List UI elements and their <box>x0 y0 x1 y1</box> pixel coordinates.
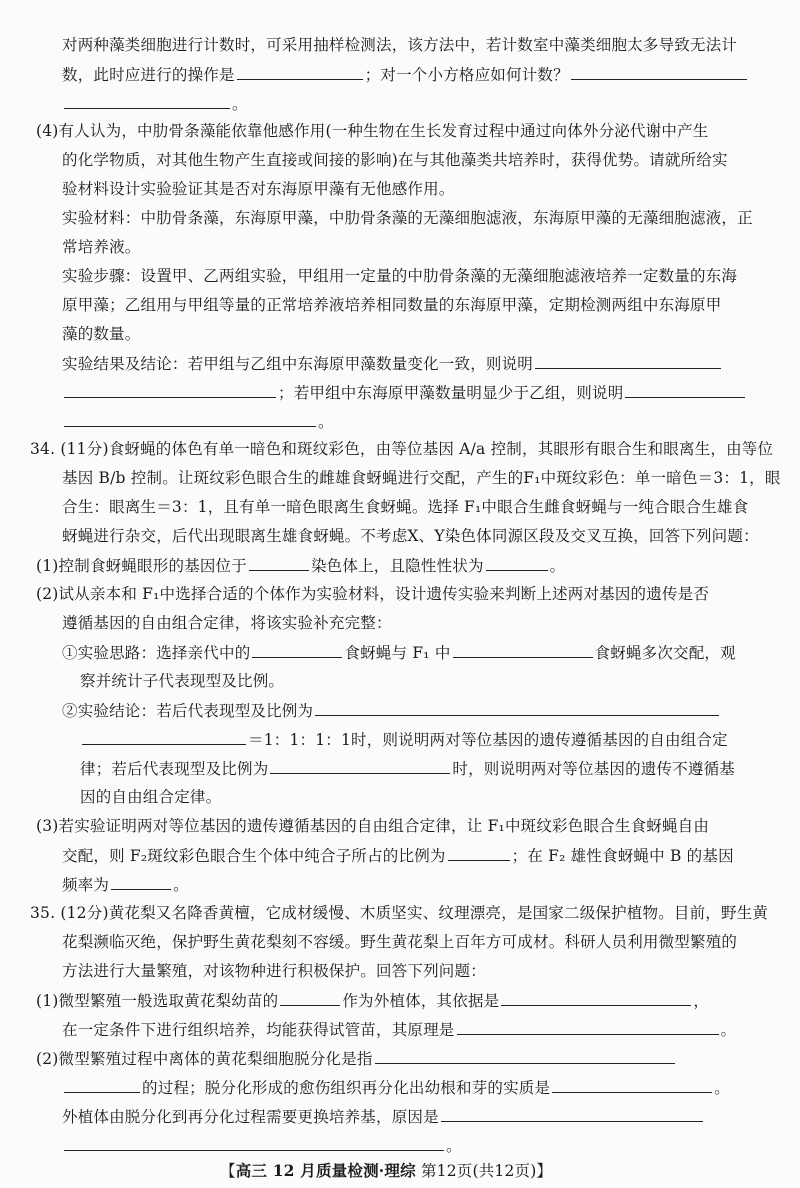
text-line: 遵循基因的自由组合定律，将该实验补充完整： <box>62 614 392 632</box>
answer-blank[interactable] <box>375 1047 675 1064</box>
text-line: 察并统计子代表现型及比例。 <box>80 672 285 690</box>
question-4: (4)有人认为，中肋骨条藻能依靠他感作用(一种生物在生长发育过程中通过向体外分泌代谢中产生 <box>36 122 709 140</box>
answer-blank[interactable] <box>457 1018 719 1035</box>
text-line: 实验材料：中肋骨条藻，东海原甲藻，中肋骨条藻的无藻细胞滤液，东海原甲藻的无藻细胞滤液，正 <box>62 209 753 227</box>
text-line: ②实验结论：若后代表现型及比例为 <box>62 699 721 722</box>
text-line: 。 <box>62 1134 462 1157</box>
answer-blank[interactable] <box>571 63 747 80</box>
answer-blank[interactable] <box>501 989 691 1006</box>
text-line: ①实验思路：选择亲代中的 食蚜蝇与 F₁ 中 食蚜蝇多次交配，观 <box>62 641 736 664</box>
answer-blank[interactable] <box>64 410 316 427</box>
text-line: 律；若后代表现型及比例为 时，则说明两对等位基因的遗传不遵循基 <box>80 757 735 780</box>
answer-blank[interactable] <box>237 63 363 80</box>
text-line: (2)试从亲本和 F₁中选择合适的个体作为实验材料，设计遗传实验来判断上述两对基因的遗传是否 <box>36 585 710 603</box>
answer-blank[interactable] <box>64 381 276 398</box>
text-line: 实验结果及结论：若甲组与乙组中东海原甲藻数量变化一致，则说明 <box>62 352 723 375</box>
text-line: 藻的数量。 <box>62 325 141 343</box>
text-line: 常培养液。 <box>62 238 141 256</box>
text-line: 方法进行大量繁殖，对该物种进行积极保护。回答下列问题： <box>62 962 486 980</box>
text-line: 频率为 。 <box>62 873 189 896</box>
answer-blank[interactable] <box>280 989 340 1006</box>
answer-blank[interactable] <box>64 1134 444 1151</box>
text-line: 基因 B/b 控制。让斑纹彩色眼合生的雌雄食蚜蝇进行交配，产生的F₁中斑纹彩色：单一暗色＝3：1，眼 <box>62 469 781 487</box>
text-line: 的过程；脱分化形成的愈伤组织再分化出幼根和芽的实质是 。 <box>62 1076 730 1099</box>
text-line: 外植体由脱分化到再分化过程需要更换培养基，原因是 <box>62 1105 705 1128</box>
text-line: 原甲藻；乙组用与甲组等量的正常培养液培养相同数量的东海原甲藻，定期检测两组中东海原甲 <box>62 296 722 314</box>
text-line: 在一定条件下进行组织培养，均能获得试管苗，其原理是 。 <box>62 1018 736 1041</box>
text-line: 交配，则 F₂斑纹彩色眼合生个体中纯合子所占的比例为 ；在 F₂ 雄性食蚜蝇中 B 的基因 <box>62 844 734 867</box>
text-line: (3)若实验证明两对等位基因的遗传遵循基因的自由组合定律，让 F₁中斑纹彩色眼合生食蚜蝇自由 <box>36 817 710 835</box>
text-line: 合生：眼离生＝3：1，且有单一暗色眼离生食蚜蝇。选择 F₁中眼合生雌食蚜蝇与一纯合眼合生雄食 <box>62 498 749 516</box>
text-line: 实验步骤：设置甲、乙两组实验，甲组用一定量的中肋骨条藻的无藻细胞滤液培养一定数量的东海 <box>62 267 738 285</box>
answer-blank[interactable] <box>249 554 309 571</box>
text-line: ＝1：1：1：1时，则说明两对等位基因的遗传遵循基因的自由组合定 <box>80 728 728 751</box>
text-line: 对两种藻类细胞进行计数时，可采用抽样检测法，该方法中，若计数室中藻类细胞太多导致无法计 <box>62 36 738 54</box>
answer-blank[interactable] <box>64 92 230 109</box>
answer-blank[interactable] <box>535 352 721 369</box>
text-line: (1)控制食蚜蝇眼形的基因位于 染色体上，且隐性性状为 。 <box>36 554 565 577</box>
answer-blank[interactable] <box>82 728 246 745</box>
text-line: 的化学物质，对其他生物产生直接或间接的影响)在与其他藻类共培养时，获得优势。请就所给实 <box>62 151 728 169</box>
answer-blank[interactable] <box>625 381 745 398</box>
text-line: ；若甲组中东海原甲藻数量明显少于乙组，则说明 <box>62 381 747 404</box>
answer-blank[interactable] <box>552 1076 712 1093</box>
page-footer: 【高三 12 月质量检测·理综 第12页(共12页)】 <box>220 1161 553 1180</box>
answer-blank[interactable] <box>448 844 510 861</box>
answer-blank[interactable] <box>270 757 450 774</box>
answer-blank[interactable] <box>252 641 342 658</box>
text-line: 。 <box>62 410 334 433</box>
text-line: 因的自由组合定律。 <box>80 788 222 806</box>
answer-blank[interactable] <box>486 554 548 571</box>
answer-blank[interactable] <box>64 1076 140 1093</box>
text-line: 蚜蝇进行杂交，后代出现眼离生雄食蚜蝇。不考虑X、Y染色体同源区段及交叉互换，回答下列问题： <box>62 527 759 545</box>
text-line: (1)微型繁殖一般选取黄花梨幼苗的 作为外植体，其依据是 ， <box>36 989 709 1012</box>
text-line: 数，此时应进行的操作是 ；对一个小方格应如何计数？ <box>62 63 749 86</box>
answer-blank[interactable] <box>441 1105 703 1122</box>
text-line: (2)微型繁殖过程中离体的黄花梨细胞脱分化是指 <box>36 1047 677 1070</box>
text-line: 花梨濒临灭绝，保护野生黄花梨刻不容缓。野生黄花梨上百年方可成材。科研人员利用微型繁殖的 <box>62 933 738 951</box>
question-34: 34. (11分)食蚜蝇的体色有单一暗色和斑纹彩色，由等位基因 A/a 控制，其眼形有眼合生和眼离生，由等位 <box>30 440 774 458</box>
question-35: 35. (12分)黄花梨又名降香黄檀，它成材缓慢、木质坚实、纹理漂亮，是国家二级保护植物。目前，野生黄 <box>30 904 769 922</box>
text-line: 验材料设计实验验证其是否对东海原甲藻有无他感作用。 <box>62 180 455 198</box>
answer-blank[interactable] <box>315 699 719 716</box>
answer-blank[interactable] <box>453 641 593 658</box>
answer-blank[interactable] <box>111 873 171 890</box>
text-line: 。 <box>62 92 248 115</box>
